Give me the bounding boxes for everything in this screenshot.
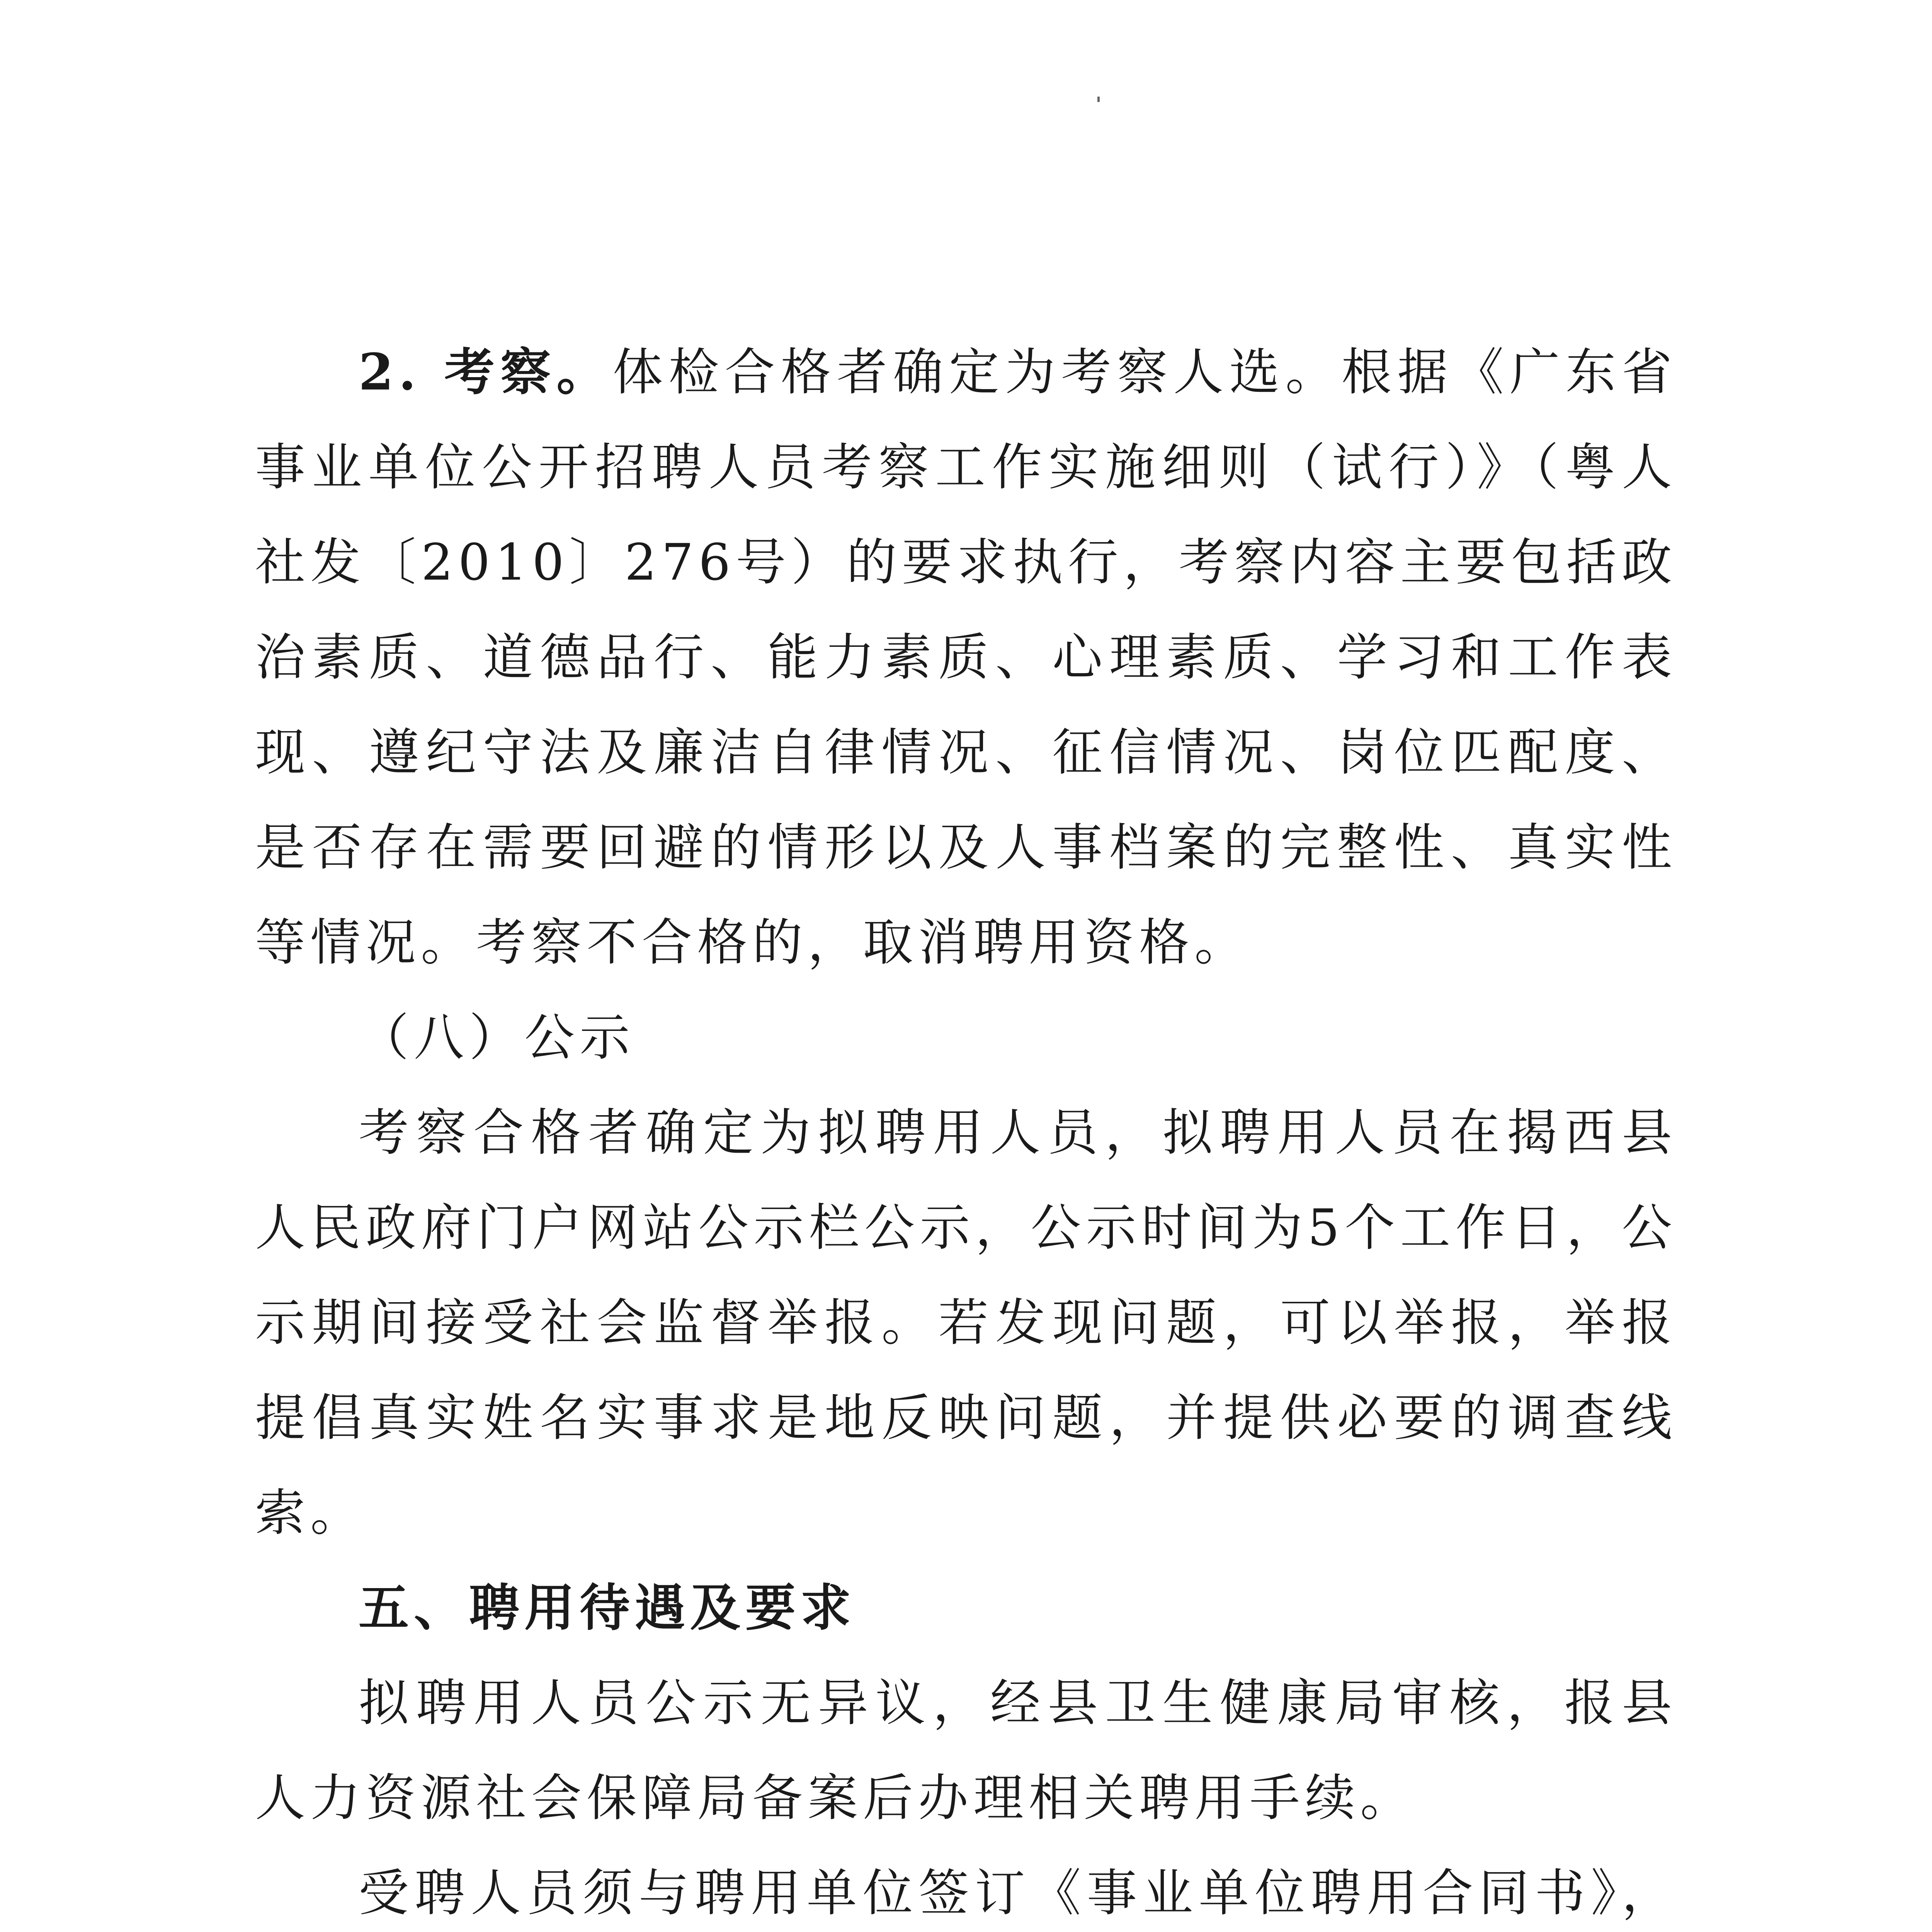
inspection-text: 体检合格者确定为考察人选。根据《广东省事业单位公开招聘人员考察工作实施细则（试行）》（粤人社发〔2010〕276号）的要求执行，考察内容主要包括政治素质、道德品行、能力素质、心理素质、学习和工作表现、遵纪守法及廉洁自律情况、征信情况、岗位匹配度、是否存在需要回避的情形以及人事档案的完整性、真实性等情况。考察不合格的，取消聘用资格。 xyxy=(255,343,1677,972)
paragraph-contract: 受聘人员须与聘用单位签订《事业单位聘用合同书》， xyxy=(359,1864,1677,1922)
inspection-lead: 2. 考察。 xyxy=(359,342,613,401)
paragraph-procedures: 拟聘用人员公示无异议，经县卫生健康局审核，报县人力资源社会保障局备案后办理相关聘用手续。 xyxy=(255,1673,1677,1827)
paragraph-inspection xyxy=(255,325,1677,990)
document-body xyxy=(255,325,1677,1932)
scan-speck xyxy=(1097,97,1100,102)
section-title-employment-terms: 五、聘用待遇及要求 xyxy=(359,1578,856,1637)
subsection-title-publicity: （八）公示 xyxy=(359,1008,635,1067)
paragraph-publicity: 考察合格者确定为拟聘用人员，拟聘用人员在揭西县人民政府门户网站公示栏公示，公示时间为5个工作日，公示期间接受社会监督举报。若发现问题，可以举报，举报提倡真实姓名实事求是地反映问题，并提供必要的调查线索。 xyxy=(255,1103,1677,1542)
